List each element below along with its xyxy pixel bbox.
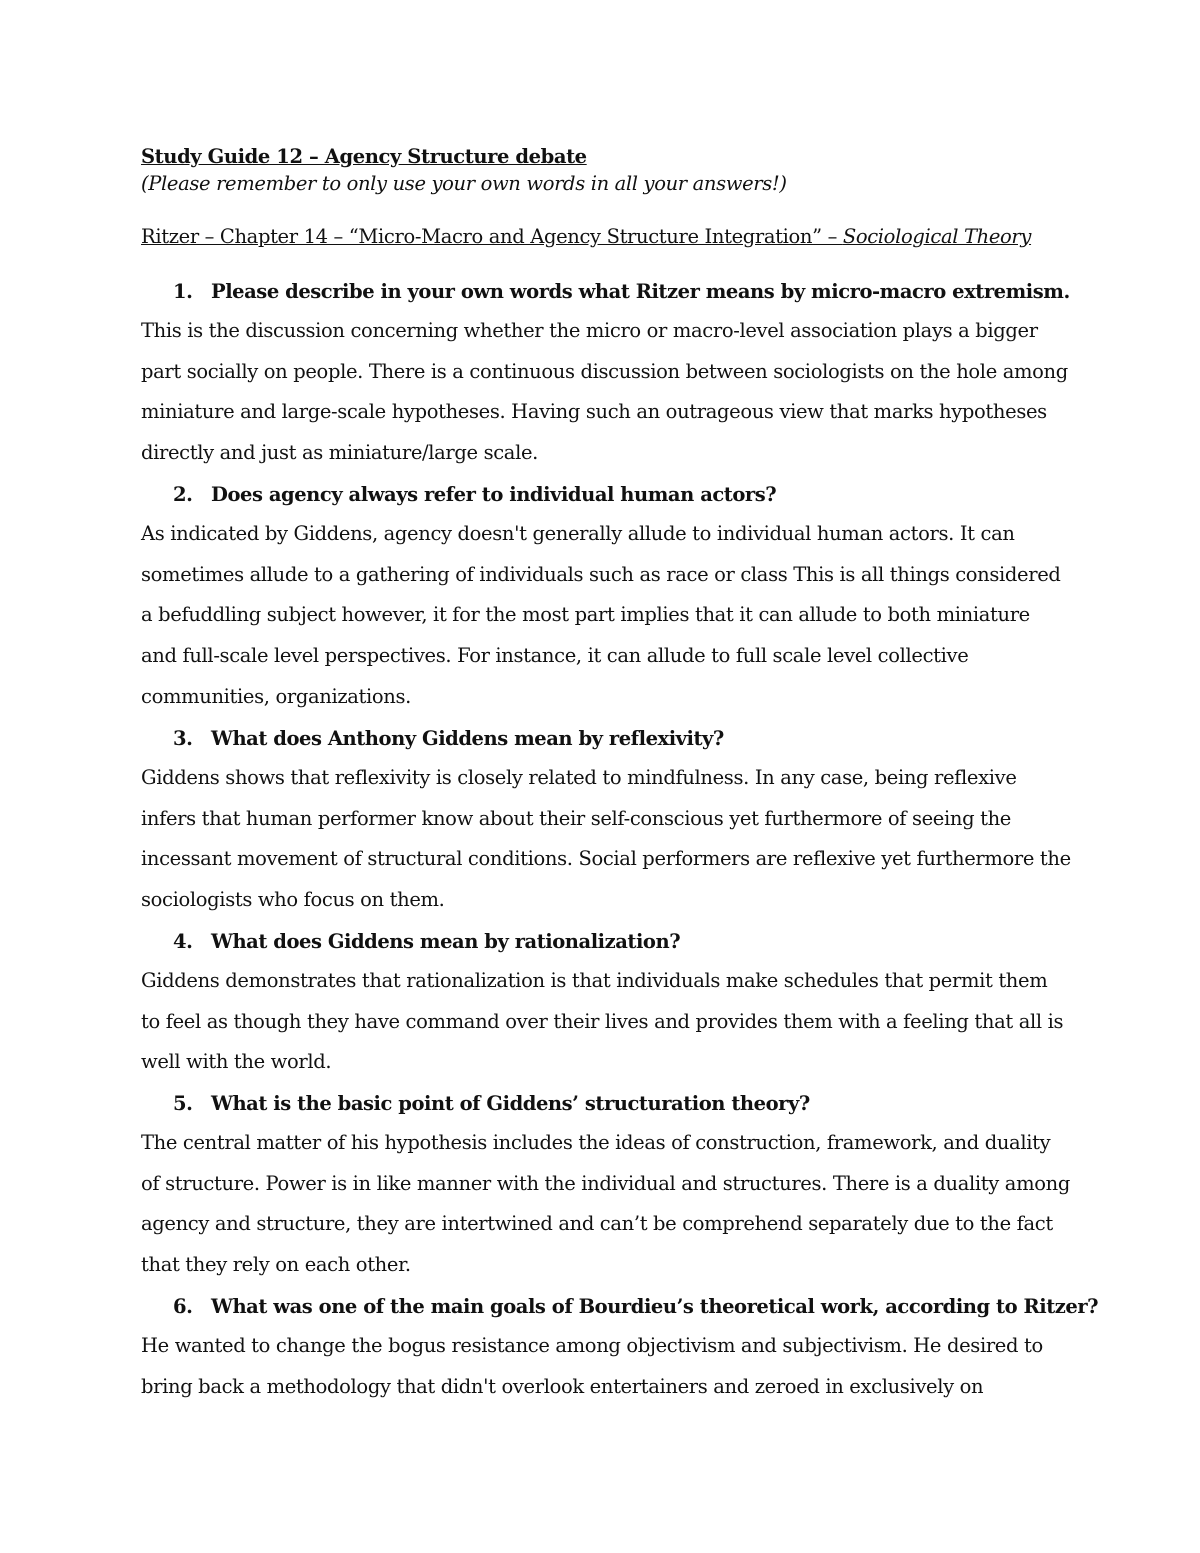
question-text: What does Giddens mean by rationalization? xyxy=(211,930,681,953)
question-6 xyxy=(173,1294,1098,1320)
question-2 xyxy=(173,482,776,508)
source-citation-text: Ritzer – Chapter 14 – “Micro-Macro and Agency Structure Integration” – xyxy=(141,225,843,248)
question-number: 5. xyxy=(173,1092,193,1115)
question-number: 4. xyxy=(173,930,193,953)
question-text: What does Anthony Giddens mean by reflexivity? xyxy=(211,727,724,750)
instruction-note: (Please remember to only use your own words in all your answers!) xyxy=(141,172,787,195)
source-book-title: Sociological Theory xyxy=(842,225,1032,248)
answer-1: This is the discussion concerning whether the micro or macro-level association plays a bigger part socially on people. There is a continuous discussion between sociologists on the hole among miniature and large-scale hypotheses. Having such an outrageous view that marks hypotheses directly and just as miniature/large scale. xyxy=(141,319,1068,465)
document-title: Study Guide 12 – Agency Structure debate xyxy=(141,145,587,168)
question-text: Does agency always refer to individual human actors? xyxy=(211,483,777,506)
question-number: 3. xyxy=(173,727,193,750)
question-number: 1. xyxy=(173,280,193,303)
answer-2: As indicated by Giddens, agency doesn't generally allude to individual human actors. It can sometimes allude to a gathering of individuals such as race or class This is all things considered a befuddling subject however, it for the most part implies that it can allude to both miniature and full-scale level perspectives. For instance, it can allude to full scale level collective communities, organizations. xyxy=(141,522,1061,708)
question-text: Please describe in your own words what Ritzer means by micro-macro extremism. xyxy=(211,280,1070,303)
question-text: What is the basic point of Giddens’ structuration theory? xyxy=(211,1092,810,1115)
question-1 xyxy=(173,279,1070,305)
question-3 xyxy=(173,726,724,752)
answer-5: The central matter of his hypothesis includes the ideas of construction, framework, and duality of structure. Power is in like manner with the individual and structures. There is a duality among agency and structure, they are intertwined and can’t be comprehend separately due to the fact that they rely on each other. xyxy=(141,1131,1070,1277)
source-citation xyxy=(141,224,1031,250)
question-number: 6. xyxy=(173,1295,193,1318)
question-number: 2. xyxy=(173,483,193,506)
question-4 xyxy=(173,929,680,955)
answer-4: Giddens demonstrates that rationalization is that individuals make schedules that permit them to feel as though they have command over their lives and provides them with a feeling that all is well with the world. xyxy=(141,969,1064,1074)
question-text: What was one of the main goals of Bourdieu’s theoretical work, according to Ritzer? xyxy=(211,1295,1099,1318)
answer-6: He wanted to change the bogus resistance among objectivism and subjectivism. He desired to bring back a methodology that didn't overlook entertainers and zeroed in exclusively on xyxy=(141,1334,1043,1398)
answer-3: Giddens shows that reflexivity is closely related to mindfulness. In any case, being reflexive infers that human performer know about their self-conscious yet furthermore of seeing the incessant movement of structural conditions. Social performers are reflexive yet furthermore the sociologists who focus on them. xyxy=(141,766,1071,912)
question-5 xyxy=(173,1091,810,1117)
